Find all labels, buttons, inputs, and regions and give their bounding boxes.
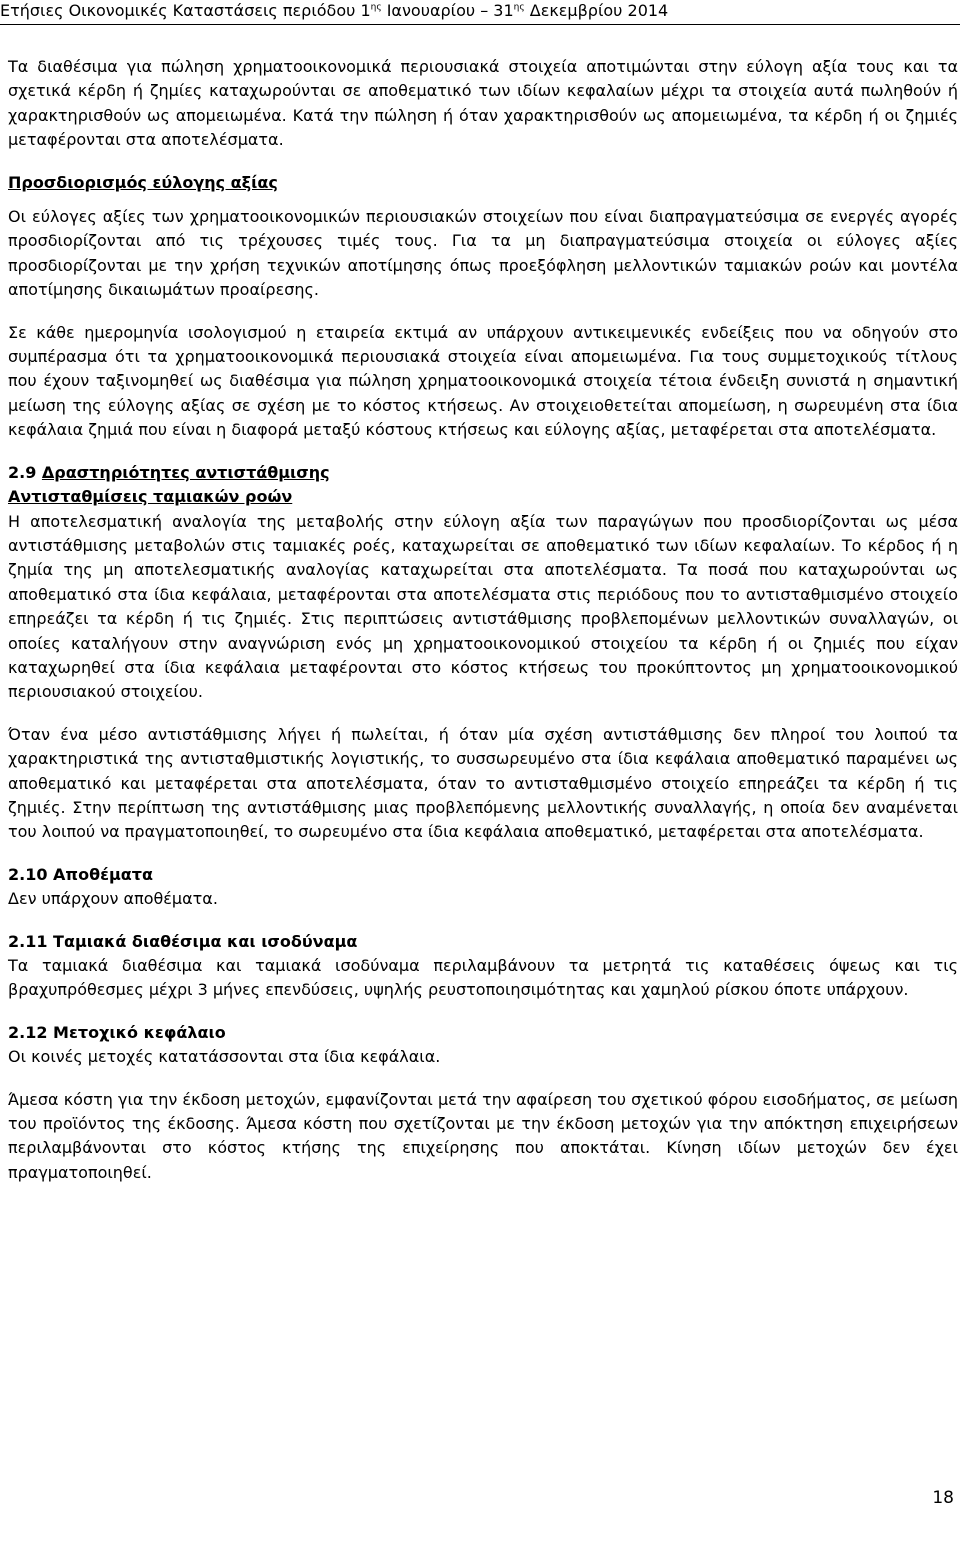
paragraph-share-issue-costs: Άμεσα κόστη για την έκδοση μετοχών, εμφανίζονται μετά την αφαίρεση του σχετικού φόρου εισοδήματος, σε μείωση του προϊόντος της έκδοσης. Άμεσα κόστη που σχετίζονται με την έκδοση μετοχών για την απόκτηση επιχειρήσεων περιλαμβάνονται στο κόστος κτήσης της επιχείρησης που αποκτάται. Κίνηση ιδίων μετοχών δεν έχει πραγματοποιηθεί. — [8, 1089, 958, 1182]
header-text-b: Ιανουαρίου – 31 — [381, 1, 514, 20]
paragraph-inventories: Δεν υπάρχουν αποθέματα. — [8, 889, 218, 909]
section-2-12-heading: 2.12 Μετοχικό κεφάλαιο — [8, 1022, 226, 1042]
heading-cash-flow-hedges: Αντισταθμίσεις ταμιακών ροών — [8, 487, 293, 507]
header-text-a: Ετήσιες Οικονομικές Καταστάσεις περιόδου 1 — [0, 1, 371, 20]
header-superscript-2: ης — [513, 2, 525, 13]
paragraph-hedge-expiry: Όταν ένα μέσο αντιστάθμισης λήγει ή πωλείται, ή όταν μία σχέση αντιστάθμισης δεν πληροί του λοιπού τα χαρακτηριστικά της αντισταθμιστικής λογιστικής, το συσσωρευμένο στα ίδια κεφάλαια αποθεματικό παραμένει ως αποθεματικό και μεταφέρεται στα αποτελέσματα, όταν το αντισταθμισμένο στοιχείο επηρεάζει τα κέρδη ή τις ζημιές. Στην περίπτωση της αντιστάθμισης μιας προβλεπόμενης μελλοντικής συναλλαγής, η οποία δεν αναμένεται του λοιπού να πραγματοποιηθεί, το σωρευμένο στα ίδια κεφάλαια αποθεματικό, μεταφέρεται στα αποτελέσματα. — [8, 724, 958, 842]
paragraph-fair-value: Οι εύλογες αξίες των χρηματοοικονομικών περιουσιακών στοιχείων που είναι διαπραγματεύσιμα σε ενεργές αγορές προσδιορίζονται από τις τρέχουσες τιμές τους. Για τα μη διαπραγματεύσιμα στοιχεία οι εύλογες αξίες προσδιορίζονται με την χρήση τεχνικών αποτίμησης όπως προεξόφληση μελλοντικών ταμιακών ροών και μοντέλα αποτίμησης δικαιωμάτων προαίρεσης. — [8, 207, 958, 300]
paragraph-share-capital: Οι κοινές μετοχές κατατάσσονται στα ίδια κεφάλαια. — [8, 1047, 441, 1067]
section-2-9-title: Δραστηριότητες αντιστάθμισης — [41, 462, 330, 482]
section-2-9-number: 2.9 — [8, 462, 42, 482]
page-header — [0, 0, 960, 24]
section-2-10-heading: 2.10 Αποθέματα — [8, 864, 153, 884]
paragraph-cash-flow-hedges: Η αποτελεσματική αναλογία της μεταβολής στην εύλογη αξία των παραγώγων που προσδιορίζονται ως μέσα αντιστάθμισης μεταβολών στις ταμιακές ροές, καταχωρείται σε αποθεματικό των ιδίων κεφαλαίων. Το κέρδος ή η ζημία της μη αποτελεσματικής αναλογίας καταχωρείται στα αποτελέσματα. Τα ποσά που καταχωρούνται ως αποθεματικό στα ίδια κεφάλαια, μεταφέρονται στα αποτελέσματα στις περιόδους που το αντισταθμισμένο στοιχείο επηρεάζει τα κέρδη ή τις ζημιές. Στις περιπτώσεις αντιστάθμισης προβλεπομένων μελλοντικών συναλλαγών, οι οποίες καταλήγουν στην αναγνώριση ενός μη χρηματοοικονομικού στοιχείου τα κέρδη ή οι ζημιές που είχαν καταχωρηθεί στα ίδια κεφάλαια μεταφέρονται στο κόστος κτήσεως του προκύπτοντος μη χρηματοοικονομικού περιουσιακού στοιχείου. — [8, 511, 958, 702]
header-superscript-1: ης — [370, 2, 382, 13]
section-2-9-heading — [8, 461, 958, 485]
document-body — [8, 55, 958, 1185]
header-rule — [0, 24, 960, 25]
section-2-11-heading: 2.11 Ταμιακά διαθέσιμα και ισοδύναμα — [8, 931, 358, 951]
heading-fair-value: Προσδιορισμός εύλογης αξίας — [8, 172, 278, 192]
paragraph-cash-equivalents: Τα ταμιακά διαθέσιμα και ταμιακά ισοδύναμα περιλαμβάνουν τα μετρητά τις καταθέσεις όψεως και τις βραχυπρόθεσμες μέχρι 3 μήνες επενδύσεις, υψηλής ρευστοποιησιμότητας και χαμηλού ρίσκου όποτε υπάρχουν. — [8, 956, 958, 1000]
paragraph-impairment: Σε κάθε ημερομηνία ισολογισμού η εταιρεία εκτιμά αν υπάρχουν αντικειμενικές ενδείξεις που να οδηγούν στο συμπέρασμα ότι τα χρηματοοικονομικά περιουσιακά στοιχεία είναι απομειωμένα. Για τους συμμετοχικούς τίτλους που έχουν ταξινομηθεί ως διαθέσιμα για πώληση χρηματοοικονομικά στοιχεία τέτοια ένδειξη συνιστά η σημαντική μείωση της εύλογης αξίας σε σχέση με το κόστος κτήσεως. Αν στοιχειοθετείται απομείωση, η σωρευμένη στα ίδια κεφάλαια ζημιά που είναι η διαφορά μεταξύ κόστους κτήσεως και εύλογης αξίας, μεταφέρεται στα αποτελέσματα. — [8, 322, 958, 440]
header-text-c: Δεκεμβρίου 2014 — [524, 1, 669, 20]
page-number: 18 — [932, 1488, 954, 1508]
paragraph-available-for-sale: Τα διαθέσιμα για πώληση χρηματοοικονομικά περιουσιακά στοιχεία αποτιμώνται στην εύλογη αξία τους και τα σχετικά κέρδη ή ζημίες καταχωρούνται σε αποθεματικό των ιδίων κεφαλαίων μέχρι τα στοιχεία αυτά πωληθούν ή χαρακτηρισθούν ως απομειωμένα. Κατά την πώληση ή όταν χαρακτηρισθούν ως απομειωμένα, τα κέρδη ή οι ζημιές μεταφέρονται στα αποτελέσματα. — [8, 57, 958, 150]
